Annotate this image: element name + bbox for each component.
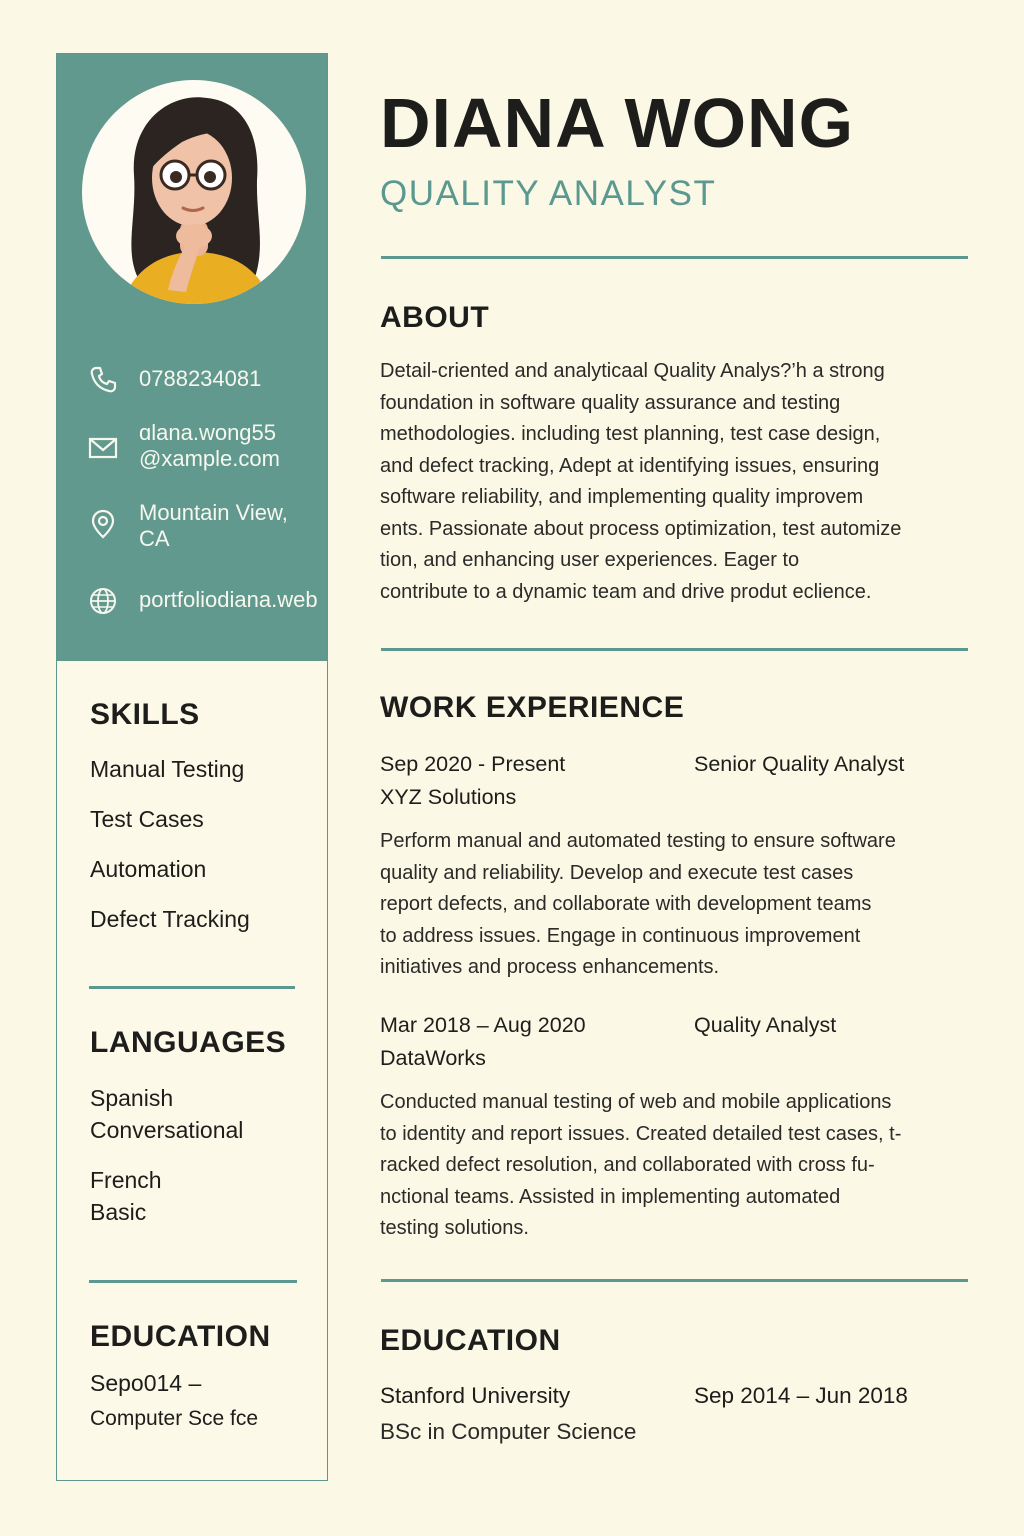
skill-item: Defect Tracking [90, 906, 250, 932]
location-line-1: Mountain View, [139, 500, 288, 525]
education-heading: EDUCATION [380, 1324, 561, 1357]
skills-section [90, 698, 300, 932]
header-divider [381, 256, 968, 259]
job-description-line: Conducted manual testing of web and mobile applications [380, 1091, 892, 1113]
about-line: Detail-criented and analyticaal Quality Analys?’h a strong [380, 360, 885, 382]
about-heading: ABOUT [380, 301, 490, 334]
education-school: Stanford University [380, 1383, 571, 1408]
about-line: foundation in software quality assurance and testing [380, 391, 841, 414]
sidebar-divider [89, 986, 295, 989]
sidebar-divider [89, 1280, 297, 1283]
job-description-line: Perform manual and automated testing to ensure software [380, 830, 896, 852]
language-level: Conversational [90, 1117, 244, 1143]
education-dates: Sep 2014 – Jun 2018 [694, 1383, 908, 1408]
location-pin-icon [87, 508, 119, 540]
about-divider [381, 648, 968, 651]
skill-item: Automation [90, 856, 207, 882]
about-line: and defect tracking, Adept at identifying issues, ensuring [380, 454, 880, 477]
job-description-line: report defects, and collaborate with development teams [380, 893, 872, 915]
about-line: methodologies. including test planning, test case design, [380, 423, 881, 445]
website-text: portfoliodiana.web [139, 587, 318, 612]
skill-item: Manual Testing [90, 756, 245, 782]
job-description-line: to identity and report issues. Created detailed test cases, t- [380, 1122, 902, 1145]
sidebar [56, 53, 328, 1481]
job-description-line: quality and reliability. Develop and execute test cases [380, 861, 854, 884]
language-name: Spanish [90, 1085, 174, 1111]
experience-heading: WORK EXPERIENCE [380, 691, 685, 724]
job-description-line: testing solutions. [380, 1217, 529, 1239]
location-line-2: CA [139, 526, 170, 551]
job-description [380, 1087, 945, 1245]
job-role: Senior Quality Analyst [694, 752, 905, 776]
languages-section [90, 1026, 300, 1228]
email-text [139, 420, 329, 472]
language-level: Basic [90, 1199, 147, 1225]
skill-item: Test Cases [90, 806, 204, 832]
job-description-line: to address issues. Engage in continuous improvement [380, 924, 861, 947]
job-description [380, 826, 945, 984]
candidate-name: DIANA WONG [380, 84, 855, 162]
sidebar-education-heading: EDUCATION [90, 1320, 271, 1353]
job-dates: Mar 2018 – Aug 2020 [380, 1013, 586, 1037]
globe-icon [87, 585, 119, 617]
about-line: contribute to a dynamic team and drive produt eclience. [380, 580, 872, 603]
education-degree: BSc in Computer Science [380, 1419, 637, 1444]
sidebar-education-section [90, 1320, 300, 1432]
language-item [90, 1164, 300, 1228]
job-dates: Sep 2020 - Present [380, 752, 566, 776]
about-line: tion, and enhancing user experiences. Eager to [380, 549, 800, 571]
job-company: XYZ Solutions [380, 785, 517, 809]
job-description-line: nctional teams. Assisted in implementing automated [380, 1185, 841, 1208]
language-name: French [90, 1167, 162, 1193]
about-paragraph [380, 356, 945, 608]
job-company: DataWorks [380, 1046, 486, 1070]
job-description-line: racked defect resolution, and collaborated with cross fu- [380, 1154, 875, 1176]
experience-divider [381, 1279, 968, 1282]
mail-icon [87, 432, 119, 464]
email-line-2: @xample.com [139, 446, 280, 471]
avatar [82, 80, 306, 304]
location-text [139, 500, 329, 552]
email-line-1: ɑlana.wong55 [139, 420, 277, 445]
about-line: ents. Passionate about process optimization, test automize [380, 517, 902, 540]
about-line: software reliability, and implementing quality improvem [380, 486, 864, 508]
avatar-illustration [82, 80, 306, 304]
sidebar-contact-panel [57, 54, 327, 661]
job-description-line: initiatives and process enhancements. [380, 956, 720, 978]
languages-heading: LANGUAGES [90, 1026, 287, 1059]
sidebar-education-line-2: Computer Sce fce [90, 1407, 259, 1430]
skills-heading: SKILLS [90, 698, 200, 731]
job-title: QUALITY ANALYST [380, 174, 717, 213]
sidebar-education-line-1: Sepo014 – [90, 1370, 202, 1396]
phone-icon [87, 364, 119, 396]
job-role: Quality Analyst [694, 1013, 837, 1037]
phone-text: 0788234081 [139, 366, 262, 391]
language-item [90, 1082, 300, 1146]
